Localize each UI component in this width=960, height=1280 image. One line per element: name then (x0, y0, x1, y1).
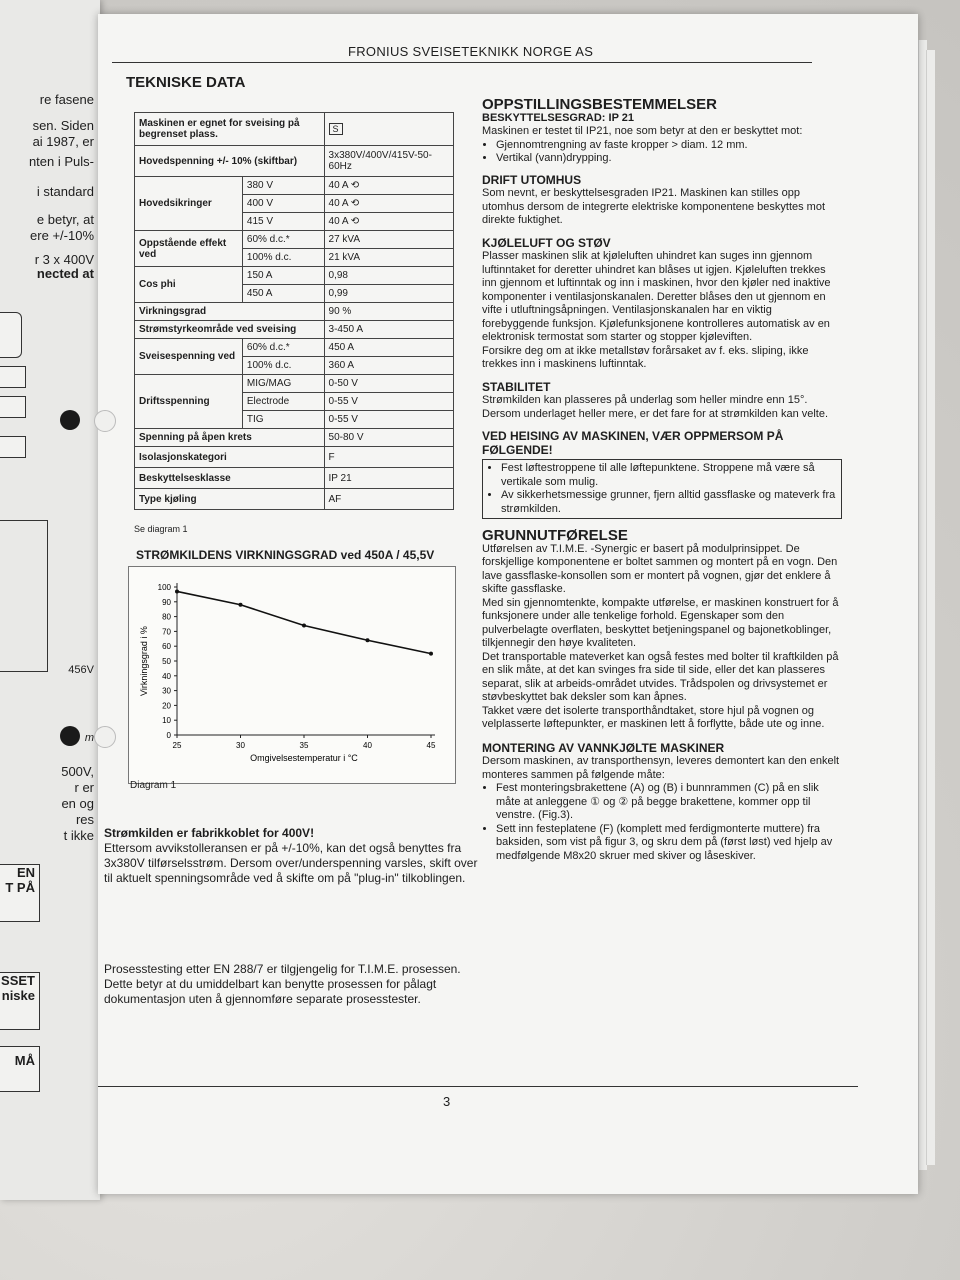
diagram-label: Diagram 1 (130, 780, 177, 791)
spec-value: IP 21 (324, 468, 453, 489)
table-row (135, 267, 454, 285)
water-body: Dersom maskinen, av transporthensyn, leveres demontert kan den enkelt monteres sammen på følgende måte: (482, 755, 840, 781)
spec-value: 27 kVA (324, 231, 453, 249)
left-diagram-box (0, 436, 26, 458)
list-item: • Sett inn festeplatene (F) (komplett med ferdigmonterte muttere) fra baksiden, som vist på figur 3, og skru dem på (først løst) ved hjelp av medfølgende M8x20 skruer med skiver og låseskiver. (496, 823, 842, 864)
x-tick-label: 40 (363, 741, 372, 750)
spec-sub: 150 A (242, 267, 324, 285)
left-diagram-box (0, 520, 48, 672)
spec-value: 21 kVA (324, 249, 453, 267)
page-number: 3 (443, 1094, 451, 1109)
x-tick-label: 45 (426, 741, 436, 750)
x-axis-label: Omgivelsestemperatur i °C (250, 753, 358, 763)
list-item: • Vertikal (vann)drypping. (496, 152, 842, 166)
left-diagram-box (0, 366, 26, 388)
spec-sub: 380 V (242, 177, 324, 195)
list-item: • Av sikkerhetsmessige grunner, fjern alltid gassflaske og mateverk fra strømkilden. (501, 489, 837, 516)
left-fragment: 500V, (61, 764, 94, 779)
x-tick-label: 35 (299, 741, 309, 750)
table-row (135, 146, 454, 177)
spec-label: Cos phi (135, 267, 243, 303)
spec-label: Maskinen er egnet for sveising på begrenset plass. (135, 113, 325, 146)
spec-sub: TIG (242, 411, 324, 429)
spec-label: Sveisespenning ved (135, 339, 243, 375)
left-box-label: T PÅ (5, 880, 35, 895)
spec-value: 3-450 A (324, 321, 453, 339)
spec-label: Hovedsikringer (135, 177, 243, 231)
spec-value: 0-55 V (324, 393, 453, 411)
basic-heading: GRUNNUTFØRELSE (482, 527, 628, 544)
data-point (239, 603, 243, 607)
spec-value (324, 113, 453, 146)
water-list (482, 782, 842, 863)
spec-value: 40 A ⟲ (324, 195, 453, 213)
left-diagram-box (0, 396, 26, 418)
cooling-body: Plasser maskinen slik at kjøleluften uhindret kan suges inn gjennom luftinntaket for deretter uhindret kan blåses ut igjen. Kjøleluften trekkes inn gjennom et luftinntak og inn i maskinen, hvor den kjøler ned inaktive komponenter i ventilasjonskanalen. Deretter blåses den ut gjennom en vifte i utluftningsåpningen. Ventilasjonskanalen har en viktig forebyggende funksjon. Kjølefunksjonene kontrolleres automatisk av en elektronisk termostat som starter og stopper kjøleviften. (482, 250, 831, 343)
left-fragment: m (84, 732, 94, 744)
spec-sub: 60% d.c.* (242, 231, 324, 249)
spec-value: 0,99 (324, 285, 453, 303)
binder-hole (94, 410, 116, 432)
left-fragment: res (75, 812, 94, 827)
y-tick-label: 60 (162, 642, 171, 652)
header-rule (112, 62, 812, 63)
factory-note (104, 826, 480, 886)
left-fragment: nected at (36, 266, 94, 281)
left-fragment: r 3 x 400V (34, 252, 94, 267)
outdoor-body: Som nevnt, er beskyttelsesgraden IP21. Maskinen kan stilles opp utomhus dersom de integrerte elektriske komponentene beskyttes mot direkte fuktighet. (482, 187, 826, 226)
table-row (135, 113, 454, 146)
right-column (482, 98, 842, 863)
spec-sub: 400 V (242, 195, 324, 213)
left-fragment: en og (61, 796, 94, 811)
water-heading: MONTERING AV VANNKJØLTE MASKINER (482, 740, 725, 755)
stability-body: Strømkilden kan plasseres på underlag som heller mindre enn 15°. Dersom underlaget heller mere, er det fare for at strømkilden kan velte. (482, 394, 829, 420)
spec-label: Oppstående effekt ved (135, 231, 243, 267)
y-tick-label: 100 (157, 583, 171, 592)
previous-page (0, 0, 100, 1200)
setup-list (482, 139, 842, 166)
spec-value: 3x380V/400V/415V-50-60Hz (324, 146, 453, 177)
left-fragment: re fasene (39, 92, 94, 107)
x-tick-label: 30 (236, 741, 245, 750)
spec-label: Isolasjonskategori (135, 447, 325, 468)
data-point (366, 638, 370, 642)
lifting-box (482, 459, 842, 519)
spec-value: 50-80 V (324, 429, 453, 447)
left-fragment: nten i Puls- (28, 154, 94, 169)
spec-sub: 100% d.c. (242, 357, 324, 375)
left-warning-box (0, 864, 40, 922)
table-row (135, 489, 454, 510)
page-edge (926, 50, 935, 1165)
binder-hole (60, 726, 80, 746)
left-fragment: t ikke (63, 828, 94, 843)
spec-value: AF (324, 489, 453, 510)
left-fragment: 456V (68, 664, 94, 676)
spec-label: Virkningsgrad (135, 303, 325, 321)
data-point (429, 652, 433, 656)
y-tick-label: 90 (162, 597, 171, 607)
left-fragment: i standard (36, 184, 94, 199)
table-row (135, 303, 454, 321)
table-row (135, 339, 454, 357)
left-fragment: ere +/-10% (30, 228, 94, 243)
spec-label: Type kjøling (135, 489, 325, 510)
factory-heading: Strømkilden er fabrikkoblet for 400V! (104, 826, 315, 840)
s-mark: S (329, 123, 343, 135)
spec-label: Spenning på åpen krets (135, 429, 325, 447)
spec-table (134, 112, 454, 510)
factory-body: Ettersom avvikstolleransen er på +/-10%, kan det også benyttes fra 3x380V tilførselsstrøm. Dersom over/underspenning varsles, skift over til aktuelt spenningsområde ved å skifte om på "plug-in" tilkoblingen. (104, 841, 478, 885)
spec-value: 40 A ⟲ (324, 177, 453, 195)
spec-sub: 450 A (242, 285, 324, 303)
see-diagram-note: Se diagram 1 (134, 524, 188, 534)
y-tick-label: 50 (162, 657, 171, 666)
left-warning-box (0, 972, 40, 1030)
basic-body-4: Takket være det isolerte transporthåndtaket, store hjul på vognen og velplasserte løftepunkter, er maskinen lett å forflytte, både ute og inne. (482, 704, 825, 730)
y-tick-label: 0 (166, 731, 171, 740)
x-tick-label: 25 (172, 741, 182, 750)
stability-heading: STABILITET (482, 379, 551, 394)
spec-sub: 100% d.c. (242, 249, 324, 267)
spec-sub: Electrode (242, 393, 324, 411)
spec-sub: MIG/MAG (242, 375, 324, 393)
y-tick-label: 80 (162, 612, 171, 622)
spec-value: 40 A ⟲ (324, 213, 453, 231)
spec-sub: 415 V (242, 213, 324, 231)
spec-label: Beskyttelsesklasse (135, 468, 325, 489)
table-row (135, 177, 454, 195)
left-fragment: ai 1987, er (32, 134, 94, 149)
table-row (135, 429, 454, 447)
list-item: • Fest monteringsbrakettene (A) og (B) i bunnrammen (C) på en slik måte at anleggene ① og ② på begge brakettene, kommer opp til venstre. (Fig.3). (496, 782, 842, 823)
setup-sub: BESKYTTELSESGRAD: IP 21 (482, 111, 634, 124)
series-line (177, 591, 431, 653)
cooling-body-2: Forsikre deg om at ikke metallstøv forårsaket av f. eks. sliping, ikke trekkes inn i maskinens luftinntak. (482, 344, 809, 370)
y-tick-label: 40 (162, 671, 171, 681)
spec-value: 450 A (324, 339, 453, 357)
spec-value: 0,98 (324, 267, 453, 285)
spec-value: 0-50 V (324, 375, 453, 393)
cooling-heading: KJØLELUFT OG STØV (482, 235, 611, 250)
setup-body: Maskinen er testet til IP21, noe som betyr at den er beskyttet mot: (482, 125, 803, 137)
spec-sub: 60% d.c.* (242, 339, 324, 357)
y-tick-label: 20 (162, 701, 171, 711)
process-note: Prosesstesting etter EN 288/7 er tilgjengelig for T.I.M.E. prosessen. Dette betyr at du umiddelbart kan benytte prosessen for pålagt dokumentasjon uten å gjennomføre separate prosesstester. (104, 962, 461, 1006)
section-title: TEKNISKE DATA (126, 74, 246, 91)
left-fragment: e betyr, at (36, 212, 94, 227)
footer-rule (98, 1086, 858, 1087)
table-row (135, 375, 454, 393)
left-box-label: niske (1, 988, 35, 1003)
y-tick-label: 10 (162, 716, 171, 726)
spec-value: 360 A (324, 357, 453, 375)
setup-heading: OPPSTILLINGSBESTEMMELSER (482, 96, 718, 113)
spec-value: 90 % (324, 303, 453, 321)
binder-hole (60, 410, 80, 430)
list-item: • Fest løftestroppene til alle løftepunktene. Stroppene må være så vertikale som mulig. (501, 462, 837, 489)
left-diagram-box (0, 312, 22, 358)
lifting-heading: VED HEISING AV MASKINEN, VÆR OPPMERSOM PÅ FØLGENDE! (482, 429, 784, 457)
chart-frame (128, 566, 456, 784)
spec-label: Hovedspenning +/- 10% (skiftbar) (135, 146, 325, 177)
table-row (135, 447, 454, 468)
left-warning-box (0, 1046, 40, 1092)
left-box-label: MÅ (14, 1053, 35, 1068)
outdoor-heading: DRIFT UTOMHUS (482, 172, 582, 187)
table-row (135, 468, 454, 489)
table-row (135, 231, 454, 249)
left-fragment: r er (74, 780, 94, 795)
spec-label: Strømstyrkeområde ved sveising (135, 321, 325, 339)
left-box-label: EN (16, 865, 35, 880)
binder-hole (94, 726, 116, 748)
chart-title: STRØMKILDENS VIRKNINGSGRAD ved 450A / 45,5V (136, 548, 435, 562)
lifting-list (487, 462, 837, 516)
table-row (135, 321, 454, 339)
y-tick-label: 30 (162, 686, 171, 696)
basic-body-3: Det transportable mateverket kan også festes med bolter til kraftkilden på en slik måte, at det kan svinges fra side til side, eller det kan plasseres separat, slik at arbeids-området utvides. Trådspolen og drivsystemet er støvbeskyttet bak deksler som kan åpnes. (482, 650, 839, 703)
document-page (98, 14, 918, 1194)
page-header: FRONIUS SVEISETEKNIKK NORGE AS (348, 44, 594, 59)
efficiency-chart (129, 567, 455, 783)
spec-value: F (324, 447, 453, 468)
spec-label: Driftsspenning (135, 375, 243, 429)
list-item: • Gjennomtrengning av faste kropper > diam. 12 mm. (496, 139, 842, 153)
spec-value: 0-55 V (324, 411, 453, 429)
left-fragment: sen. Siden (32, 118, 94, 133)
basic-body-2: Med sin gjennomtenkte, kompakte utførelse, er maskinen konstruert for å funksjonere under alle tenkelige forhold. Egenskaper som den pulverbelagte overflaten, beskyttet betjeningspanel og bajonetkoblinger, tilkjennegir den høye kvaliteten. (482, 596, 839, 649)
y-axis-label: Virkningsgrad i % (139, 626, 149, 696)
data-point (175, 589, 179, 593)
data-point (302, 623, 306, 627)
basic-body: Utførelsen av T.I.M.E. -Synergic er basert på modulprinsippet. De forskjellige komponentene er boltet sammen og montert på en vogn. Den lave gassflaske-konsollen som er montert på vognen, gjør det enklere å skifte gassflaske. (482, 542, 838, 595)
left-box-label: SSET (1, 973, 35, 988)
y-tick-label: 70 (162, 627, 171, 637)
